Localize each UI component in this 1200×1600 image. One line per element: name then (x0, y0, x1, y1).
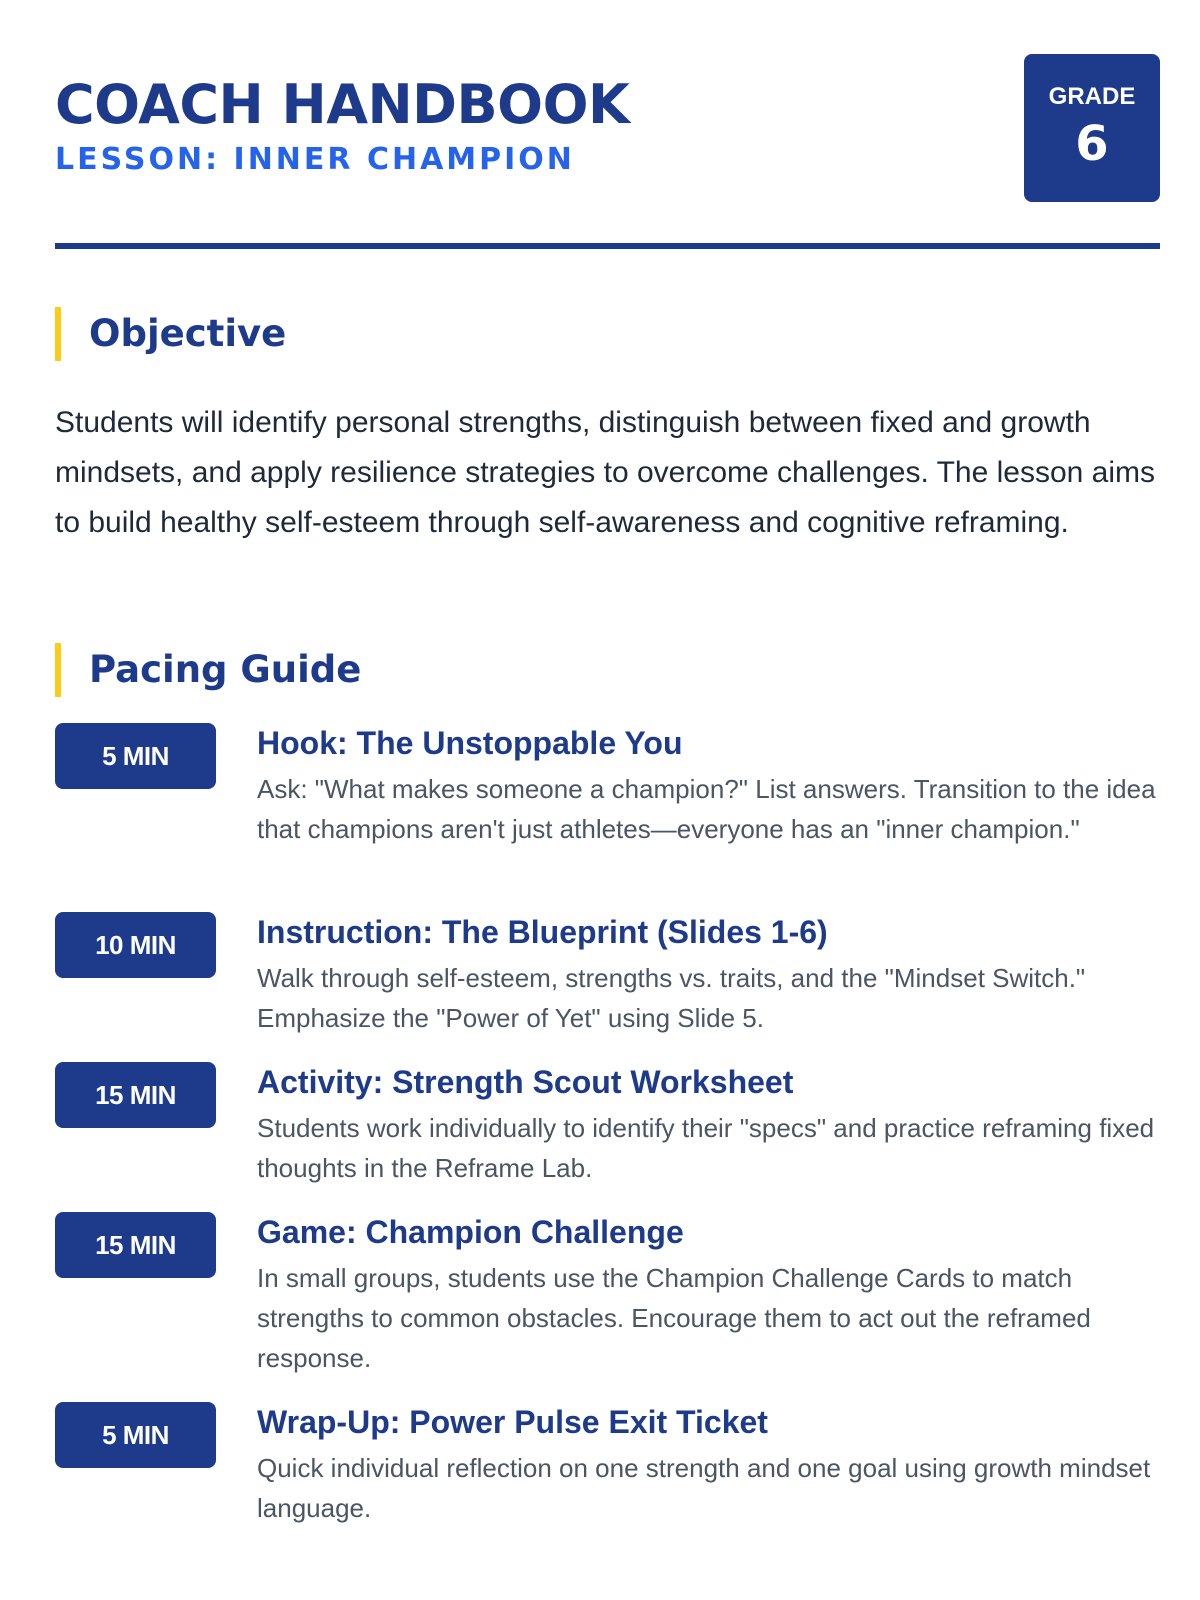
time-badge: 15 MIN (55, 1212, 216, 1278)
lesson-subtitle: LESSON: INNER CHAMPION (55, 142, 575, 177)
time-badge: 15 MIN (55, 1062, 216, 1128)
grade-badge (1024, 54, 1160, 202)
document-title: COACH HANDBOOK (55, 73, 630, 136)
pacing-item-description: Quick individual reflection on one strength and one goal using growth mindset language. (257, 1453, 1151, 1523)
pacing-heading (55, 643, 1160, 697)
pacing-item-description: Walk through self-esteem, strengths vs. traits, and the "Mindset Switch." Emphasize the "Power of Yet" using Slide 5. (257, 963, 1086, 1033)
time-badge: 5 MIN (55, 1402, 216, 1468)
pacing-item-title: Activity: Strength Scout Worksheet (257, 1064, 794, 1100)
pacing-title: Pacing Guide (89, 648, 362, 691)
objective-heading (55, 307, 1160, 361)
objective-title: Objective (89, 312, 287, 355)
pacing-item-title: Wrap-Up: Power Pulse Exit Ticket (257, 1404, 768, 1440)
time-badge: 10 MIN (55, 912, 216, 978)
header-divider (55, 243, 1160, 249)
accent-bar (55, 643, 61, 697)
pacing-item-description: Ask: "What makes someone a champion?" List answers. Transition to the idea that champions aren't just athletes—everyone has an "inner champion." (257, 774, 1156, 844)
handbook-page (55, 0, 1160, 1600)
pacing-item-title: Instruction: The Blueprint (Slides 1-6) (257, 914, 828, 950)
time-badge: 5 MIN (55, 723, 216, 789)
accent-bar (55, 307, 61, 361)
pacing-item-title: Hook: The Unstoppable You (257, 725, 683, 761)
pacing-item-description: In small groups, students use the Champion Challenge Cards to match strengths to common obstacles. Encourage them to act out the reframed response. (257, 1263, 1091, 1373)
grade-label: GRADE (1048, 83, 1136, 110)
pacing-item-description: Students work individually to identify their "specs" and practice reframing fixed thoughts in the Reframe Lab. (257, 1113, 1155, 1183)
grade-value: 6 (1075, 116, 1109, 172)
objective-text: Students will identify personal strengths, distinguish between fixed and growth mindsets, and apply resilience strategies to overcome challenges. The lesson aims to build healthy self-esteem through self-awareness and cognitive reframing. (55, 406, 1156, 539)
header (55, 54, 1160, 202)
pacing-item-title: Game: Champion Challenge (257, 1214, 684, 1250)
